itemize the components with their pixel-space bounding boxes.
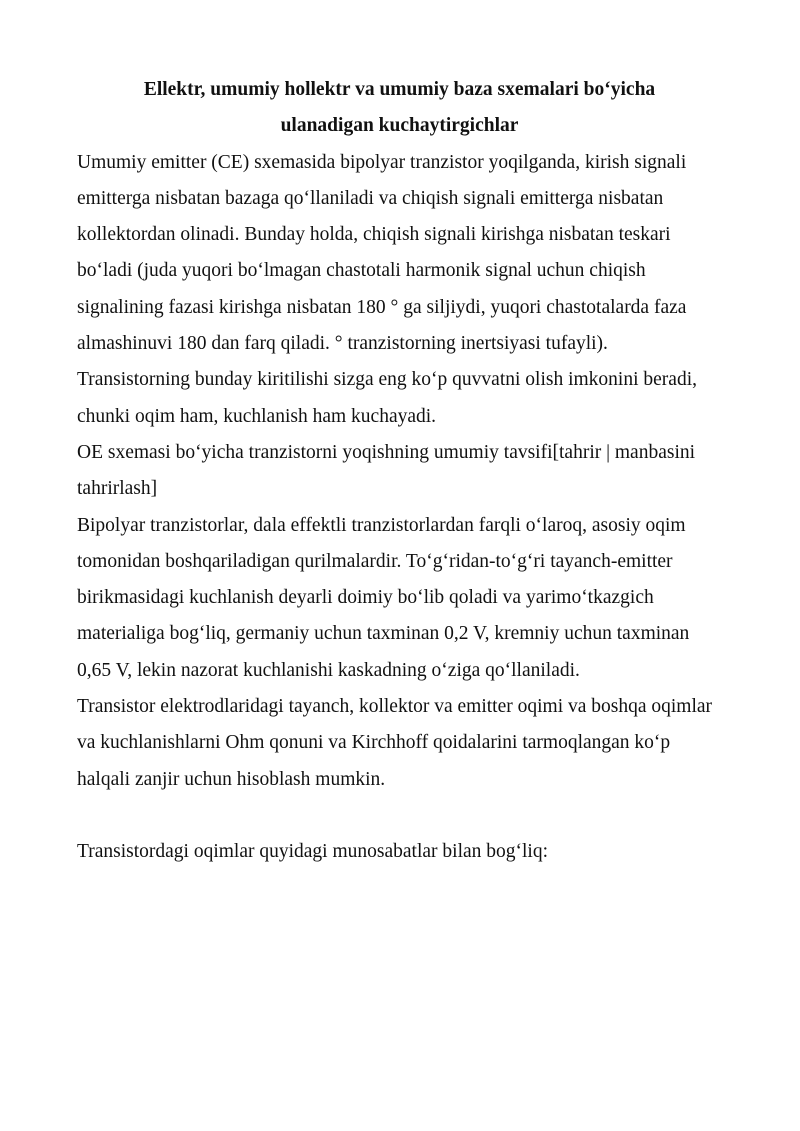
document-title xyxy=(77,72,722,145)
document-title-line-1: Ellektr, umumiy hollektr va umumiy baza sxemalari bo‘yicha xyxy=(143,79,656,100)
paragraph-kirchhoff: Transistor elektrodlaridagi tayanch, kollektor va emitter oqimi va boshqa oqimlar va kuchlanishlarni Ohm qonuni va Kirchhoff qoidalarini tarmoqlangan ko‘p halqali zanjir uchun hisoblash mumkin. xyxy=(77,696,713,790)
paragraph-section-heading: OE sxemasi bo‘yicha tranzistorni yoqishning umumiy tavsifi[tahrir | manbasini tahrirlash] xyxy=(77,441,696,500)
paragraph-ce-scheme: Umumiy emitter (CE) sxemasida bipolyar tranzistor yoqilganda, kirish signali emitterga nisbatan bazaga qo‘llaniladi va chiqish signali emitterga nisbatan kollektordan olinadi. Bunday holda, chiqish signali kirishga nisbatan teskari bo‘ladi (juda yuqori bo‘lmagan chastotali harmonik signal uchun chiqish signalining fazasi kirishga nisbatan 180 ° ga siljiydi, yuqori chastotalarda faza almashinuvi 180 dan farq qiladi. ° tranzistorning inertsiyasi tufayli). xyxy=(77,151,687,355)
paragraph-currents-relation: Transistordagi oqimlar quyidagi munosabatlar bilan bog‘liq: xyxy=(77,841,549,863)
paragraph-bipolar-transistors: Bipolyar tranzistorlar, dala effektli tranzistorlardan farqli o‘laroq, asosiy oqim tomonidan boshqariladigan qurilmalardir. To‘g‘ridan-to‘g‘ri tayanch-emitter birikmasidagi kuchlanish deyarli doimiy bo‘lib qoladi va yarimo‘tkazgich materialiga bog‘liq, germaniy uchun taxminan 0,2 V, kremniy uchun taxminan 0,65 V, lekin nazorat kuchlanishi kaskadning o‘ziga qo‘llaniladi. xyxy=(77,514,690,681)
blank-line xyxy=(77,798,722,834)
document-title-line-2: ulanadigan kuchaytirgichlar xyxy=(280,115,519,137)
paragraph-power-gain: Transistorning bunday kiritilishi sizga eng ko‘p quvvatni olish imkonini beradi, chunki oqim ham, kuchlanish ham kuchayadi. xyxy=(77,369,697,427)
